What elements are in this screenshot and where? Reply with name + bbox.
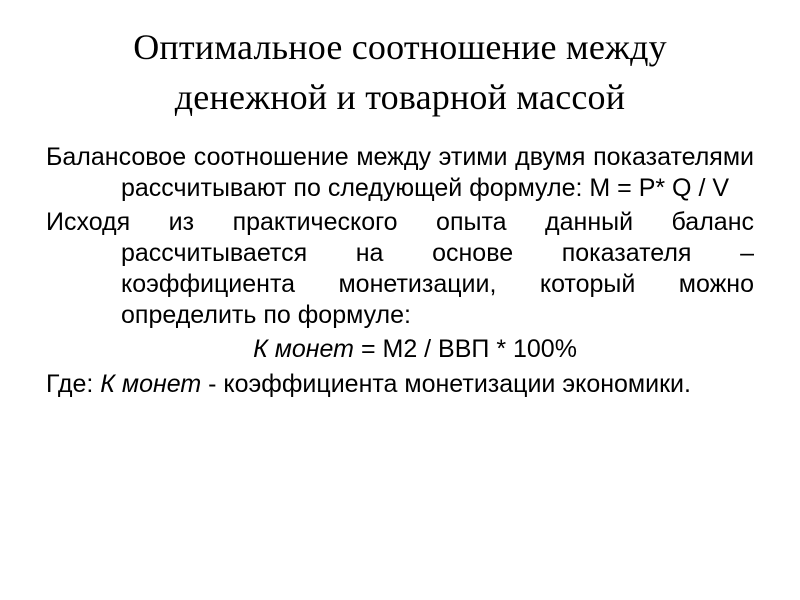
definition-prefix: Где: xyxy=(46,370,101,398)
slide-title xyxy=(40,22,760,122)
monetization-formula xyxy=(46,334,754,365)
paragraph-balance-formula: Балансовое соотношение между этими двумя показателями рассчитывают по следующей формуле: М = Р* Q / V xyxy=(46,143,754,202)
formula-lhs: К монет xyxy=(253,335,354,363)
slide-body xyxy=(46,142,754,403)
paragraph-monetization: Исходя из практического опыта данный баланс рассчитывается на основе показателя – коэффициента монетизации, который можно определить по формуле: xyxy=(46,208,754,329)
paragraph-definition xyxy=(46,369,754,400)
definition-term: К монет xyxy=(100,370,202,398)
definition-text: - коэффициента монетизации экономики. xyxy=(201,370,691,398)
formula-rhs: = М2 / ВВП * 100% xyxy=(354,335,577,363)
slide-title-line-1: Оптимальное соотношение между xyxy=(133,27,667,67)
slide-title-line-2: денежной и товарной массой xyxy=(174,77,626,117)
